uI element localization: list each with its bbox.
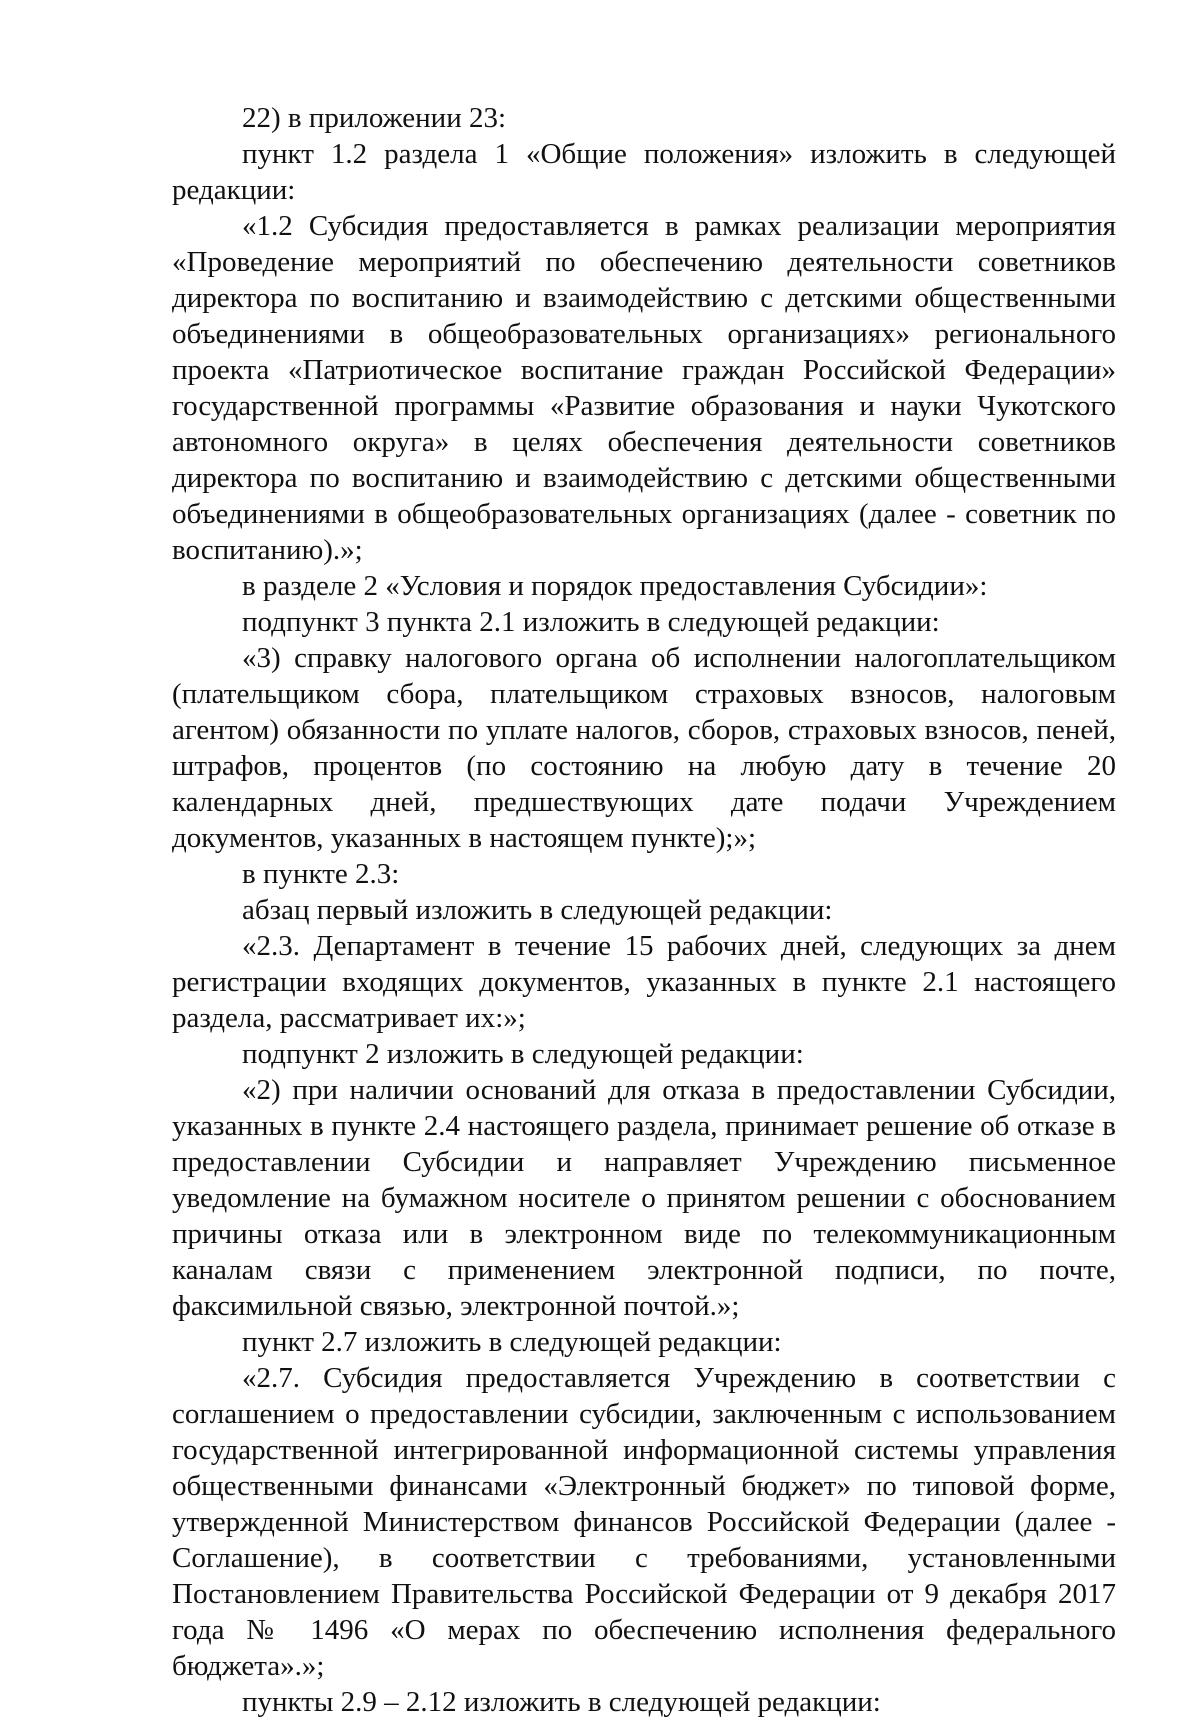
paragraph-item-22: 22) в приложении 23: — [242, 102, 507, 134]
paragraph-first-abzac-heading: абзац первый изложить в следующей редакции: — [242, 894, 833, 926]
paragraph-clause-2-7-text: «2.7. Субсидия предоставляется Учреждению в соответствии с соглашением о предоставлении субсидии, заключенным с использованием государственной интегрированной информационной системы управления общественными финансами «Электронный бюджет» по типовой форме, утвержденной Министерством финансов Российской Федерации (далее - Соглашение), в соответствии с требованиями, установленными Постановлением Правительства Российской Федерации от 9 декабря 2017 года № 1496 «О мерах по обеспечению исполнения федерального бюджета».»; — [172, 1362, 1116, 1682]
paragraph-clause-2-3-heading: в пункте 2.3: — [242, 858, 400, 890]
paragraph-subclause-2-text: «2) при наличии оснований для отказа в предоставлении Субсидии, указанных в пункте 2.4 настоящего раздела, принимает решение об отказе в предоставлении Субсидии и направляет Учреждению письменное уведомление на бумажном носителе о принятом решении с обоснованием причины отказа или в электронном виде по телекоммуникационным каналам связи с применением электронной подписи, по почте, факсимильной связью, электронной почтой.»; — [172, 1074, 1116, 1322]
paragraph-clause-2-3-text: «2.3. Департамент в течение 15 рабочих дней, следующих за днем регистрации входящих документов, указанных в пункте 2.1 настоящего раздела, рассматривает их:»; — [172, 930, 1116, 1034]
paragraph-clause-1-2-text: «1.2 Субсидия предоставляется в рамках реализации мероприятия «Проведение мероприятий по обеспечению деятельности советников директора по воспитанию и взаимодействию с детскими общественными объединениями в общеобразовательных организациях» регионального проекта «Патриотическое воспитание граждан Российской Федерации» государственной программы «Развитие образования и науки Чукотского автономного округа» в целях обеспечения деятельности советников директора по воспитанию и взаимодействию с детскими общественными объединениями в общеобразовательных организациях (далее - советник по воспитанию).»; — [172, 210, 1116, 566]
paragraph-clause-2-7-heading: пункт 2.7 изложить в следующей редакции: — [242, 1326, 782, 1358]
paragraph-subclause-2-heading: подпункт 2 изложить в следующей редакции: — [242, 1038, 804, 1070]
document-body — [172, 100, 1116, 1720]
paragraph-subclause-3-text: «3) справку налогового органа об исполнении налогоплательщиком (плательщиком сбора, плательщиком страховых взносов, налоговым агентом) обязанности по уплате налогов, сборов, страховых взносов, пеней, штрафов, процентов (по состоянию на любую дату в течение 20 календарных дней, предшествующих дате подачи Учреждением документов, указанных в настоящем пункте);»; — [172, 642, 1116, 854]
paragraph-subclause-3-heading: подпункт 3 пункта 2.1 изложить в следующей редакции: — [242, 606, 940, 638]
paragraph-section-2-heading: в разделе 2 «Условия и порядок предоставления Субсидии»: — [242, 570, 988, 602]
paragraph-clauses-2-9-2-12-heading: пункты 2.9 – 2.12 изложить в следующей редакции: — [242, 1686, 881, 1718]
paragraph-clause-1-2-heading: пункт 1.2 раздела 1 «Общие положения» изложить в следующей редакции: — [172, 138, 1116, 206]
